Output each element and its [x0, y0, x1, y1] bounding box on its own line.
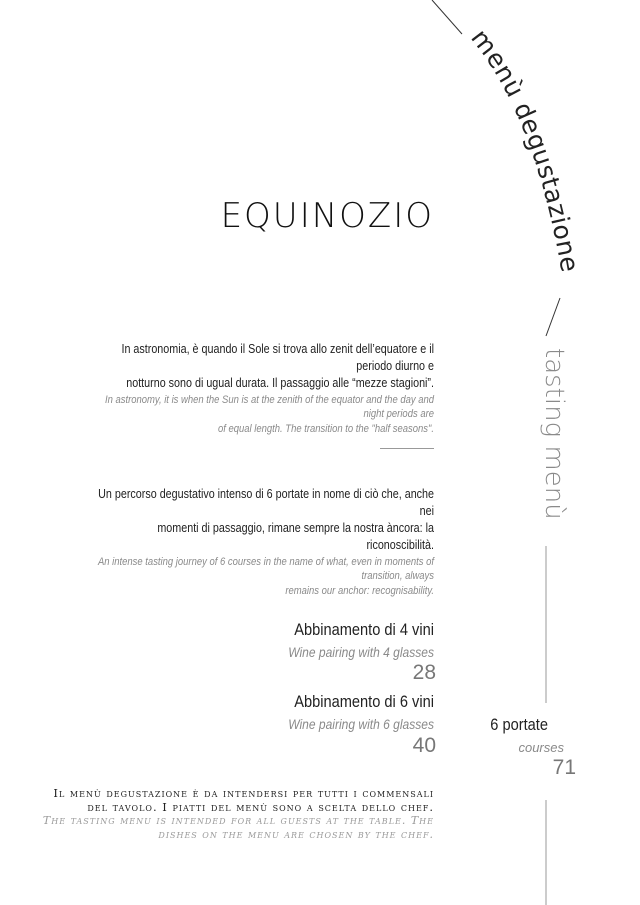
- side-line-middle: [546, 298, 560, 336]
- journey-block: [40, 486, 434, 598]
- wine-pairing-6-subtitle: Wine pairing with 6 glasses: [288, 716, 434, 732]
- intro-italian-line-2: notturno sono di ugual durata. Il passaggio alle “mezze stagioni”.: [126, 376, 435, 390]
- courses-title: 6 portate: [490, 715, 548, 734]
- note-english: [40, 814, 434, 842]
- intro-block: [40, 341, 434, 436]
- wine-pairing-6-title: Abbinamento di 6 vini: [294, 692, 434, 711]
- intro-english-line-2: of equal length. The transition to the "half seasons".: [217, 423, 434, 435]
- page-title: EQUINOZIO: [220, 196, 434, 236]
- journey-italian-line-1: Un percorso degustativo intenso di 6 portate in nome di ciò che, anche nei: [98, 487, 435, 518]
- note-italian-line-2: del tavolo. I piatti del menù sono a scelta dello chef.: [87, 800, 434, 814]
- note-english-line-2: dishes on the menu are chosen by the chef.: [158, 828, 434, 841]
- note-english-line-1: The tasting menu is intended for all guests at the table. The: [42, 814, 434, 827]
- courses-price: 71: [552, 756, 576, 779]
- wine-pairing-4-subtitle: Wine pairing with 4 glasses: [288, 644, 434, 660]
- side-label-italian: menù degustazione: [465, 23, 585, 275]
- wine-pairing-6-price: 40: [412, 734, 436, 757]
- journey-english-line-2: remains our anchor: recognisability.: [285, 585, 434, 597]
- section-divider: [380, 448, 434, 449]
- note-italian: [40, 786, 434, 814]
- journey-english-line-1: An intense tasting journey of 6 courses in the name of what, even in moments of transition, always: [97, 556, 434, 582]
- intro-italian-line-1: In astronomia, è quando il Sole si trova allo zenit dell’equatore e il periodo diurno e: [121, 342, 435, 373]
- intro-english-line-1: In astronomy, it is when the Sun is at the zenith of the equator and the day and night periods are: [104, 394, 435, 420]
- side-label-english: tasting menù: [539, 348, 569, 520]
- note-italian-line-1: Il menù degustazione è da intendersi per tutti i commensali: [53, 786, 434, 800]
- journey-italian-line-2: momenti di passaggio, rimane sempre la nostra àncora: la riconoscibilità.: [157, 521, 434, 552]
- courses-subtitle: courses: [518, 740, 564, 755]
- side-line-top: [432, 0, 462, 34]
- wine-pairing-4-title: Abbinamento di 4 vini: [294, 620, 434, 639]
- wine-pairing-4-price: 28: [412, 661, 436, 684]
